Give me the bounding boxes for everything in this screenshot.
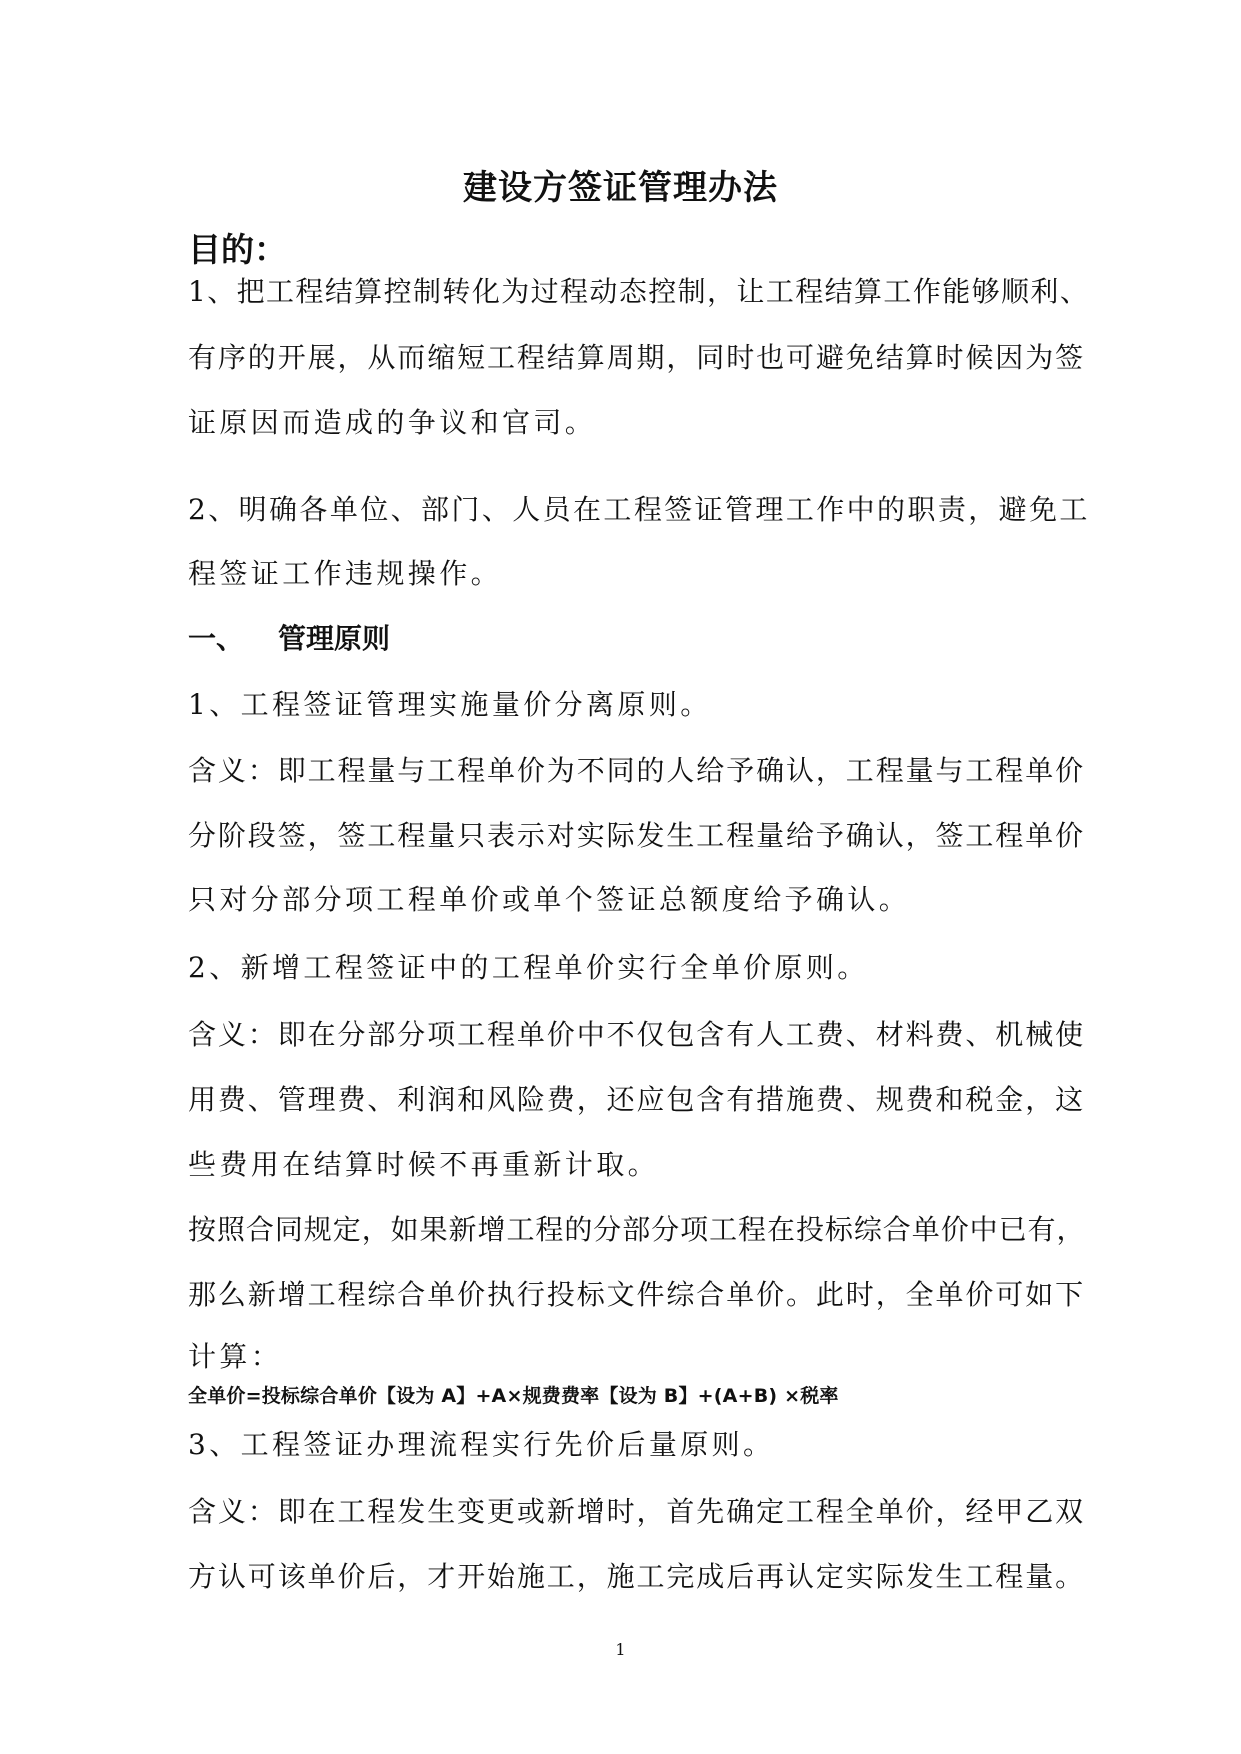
purpose-line: 有序的开展，从而缩短工程结算周期，同时也可避免结算时候因为签 [188, 341, 1086, 374]
section-line: 只对分部分项工程单价或单个签证总额度给予确认。 [188, 883, 911, 916]
section-title: 管理原则 [278, 622, 391, 655]
section-line: 计算： [188, 1340, 283, 1373]
section-line: 些费用在结算时候不再重新计取。 [188, 1148, 660, 1181]
section-line: 1、工程签证管理实施量价分离原则。 [188, 688, 712, 721]
section-line: 分阶段签，签工程量只表示对实际发生工程量给予确认，签工程单价 [188, 819, 1086, 852]
formula: 全单价=投标综合单价【设为 A】+A×规费费率【设为 B】+(A+B) ×税率 [188, 1385, 839, 1407]
section-line: 2、新增工程签证中的工程单价实行全单价原则。 [188, 951, 869, 984]
purpose-heading: 目的： [188, 230, 287, 269]
document-title: 建设方签证管理办法 [463, 168, 778, 208]
purpose-line: 2、明确各单位、部门、人员在工程签证管理工作中的职责，避免工 [188, 493, 1090, 526]
purpose-line: 程签证工作违规操作。 [188, 557, 503, 590]
section-line: 按照合同规定，如果新增工程的分部分项工程在投标综合单价中已有， [188, 1213, 1086, 1246]
section-line: 用费、管理费、利润和风险费，还应包含有措施费、规费和税金，这 [188, 1083, 1086, 1116]
section-number: 一、 [188, 622, 245, 655]
section-line: 那么新增工程综合单价执行投标文件综合单价。此时，全单价可如下 [188, 1278, 1086, 1311]
section-line: 含义：即在分部分项工程单价中不仅包含有人工费、材料费、机械使 [188, 1018, 1086, 1051]
section-line: 3、工程签证办理流程实行先价后量原则。 [188, 1428, 775, 1461]
purpose-line: 1、把工程结算控制转化为过程动态控制，让工程结算工作能够顺利、 [188, 275, 1090, 308]
page-number: 1 [615, 1640, 626, 1659]
purpose-line: 证原因而造成的争议和官司。 [188, 406, 597, 439]
section-line: 方认可该单价后，才开始施工，施工完成后再认定实际发生工程量。 [188, 1560, 1086, 1593]
section-line: 含义：即在工程发生变更或新增时，首先确定工程全单价，经甲乙双 [188, 1495, 1086, 1528]
section-line: 含义：即工程量与工程单价为不同的人给予确认，工程量与工程单价 [188, 754, 1086, 787]
section-heading [188, 617, 390, 657]
